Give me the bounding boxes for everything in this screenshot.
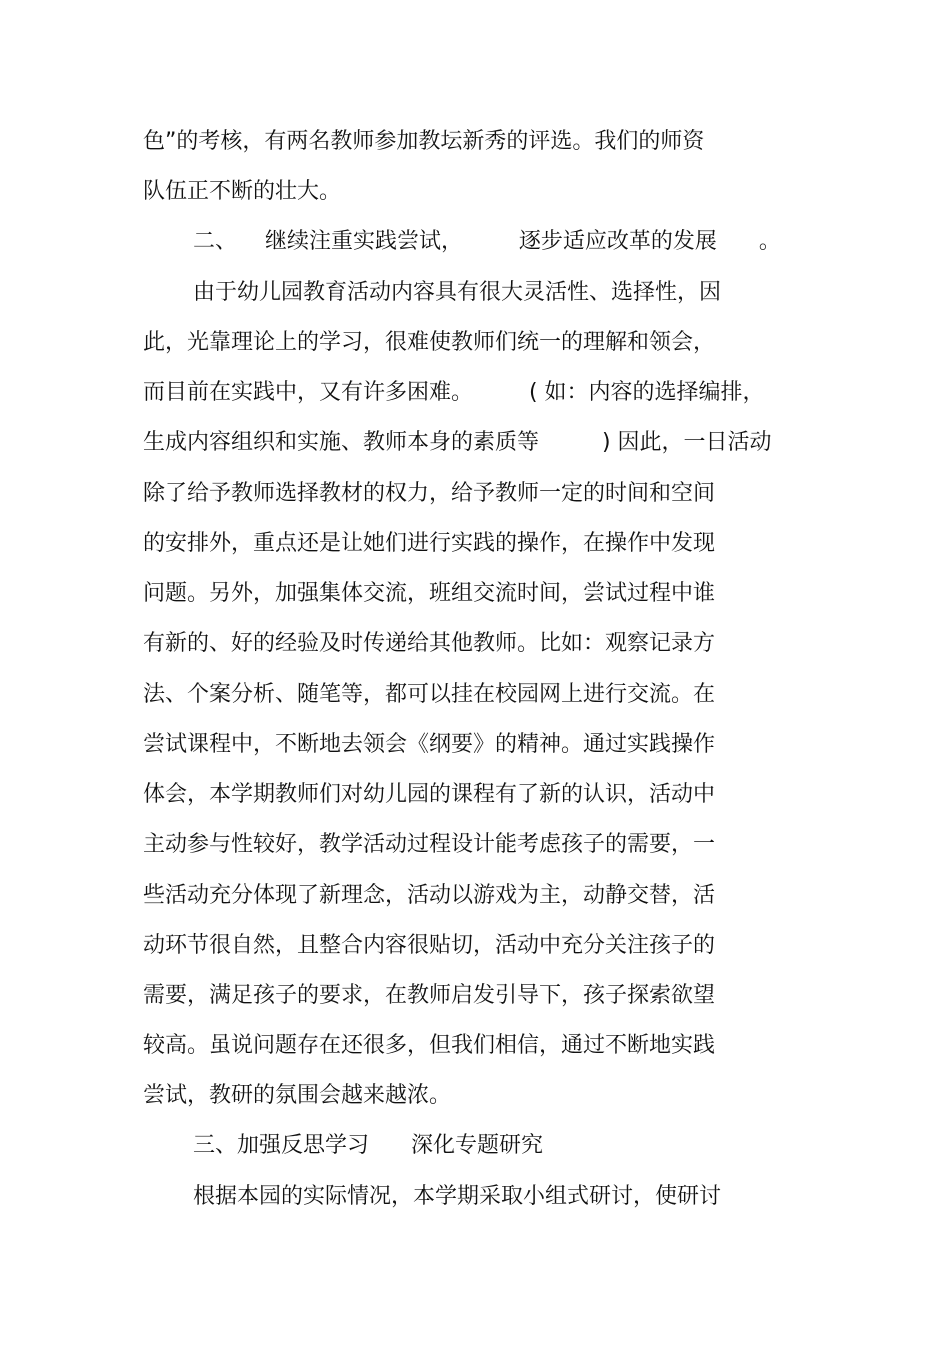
text-line: 生成内容组织和实施、教师本身的素质等 ) 因此，一日活动 [143, 430, 772, 455]
text-line: 根据本园的实际情况，本学期采取小组式研讨，使研讨 [193, 1184, 722, 1209]
text-line: 需要，满足孩子的要求，在教师启发引导下，孩子探索欲望 [143, 983, 716, 1008]
text-line: 而目前在实践中，又有许多困难。 ( 如：内容的选择编排， [143, 380, 765, 405]
text-line: 主动参与性较好，教学活动过程设计能考虑孩子的需要，一 [143, 832, 716, 857]
text-line: 有新的、好的经验及时传递给其他教师。比如：观察记录方 [143, 631, 716, 656]
text-line: 色”的考核，有两名教师参加教坛新秀的评选。我们的师资 [143, 129, 705, 154]
text-line: 除了给予教师选择教材的权力，给予教师一定的时间和空间 [143, 481, 716, 506]
text-line: 法、个案分析、随笔等，都可以挂在校园网上进行交流。在 [143, 682, 716, 707]
text-line: 较高。虽说问题存在还很多，但我们相信，通过不断地实践 [143, 1033, 716, 1058]
text-line: 尝试课程中，不断地去领会《纲要》的精神。通过实践操作 [143, 732, 716, 757]
text-line: 尝试，教研的氛围会越来越浓。 [143, 1083, 452, 1108]
text-line: 队伍正不断的壮大。 [143, 179, 342, 204]
text-line: 问题。另外，加强集体交流，班组交流时间，尝试过程中谁 [143, 581, 716, 606]
text-line: 由于幼儿园教育活动内容具有很大灵活性、选择性，因 [193, 280, 722, 305]
section-heading: 三、加强反思学习 深化专题研究 [193, 1133, 543, 1158]
text-line: 此，光靠理论上的学习，很难使教师们统一的理解和领会， [143, 330, 716, 355]
section-heading: 二、 继续注重实践尝试， 逐步适应改革的发展 。 [193, 229, 781, 254]
text-line: 体会，本学期教师们对幼儿园的课程有了新的认识，活动中 [143, 782, 716, 807]
text-line: 动环节很自然，且整合内容很贴切，活动中充分关注孩子的 [143, 933, 716, 958]
text-line: 些活动充分体现了新理念，活动以游戏为主，动静交替，活 [143, 883, 716, 908]
text-line: 的安排外，重点还是让她们进行实践的操作，在操作中发现 [143, 531, 716, 556]
